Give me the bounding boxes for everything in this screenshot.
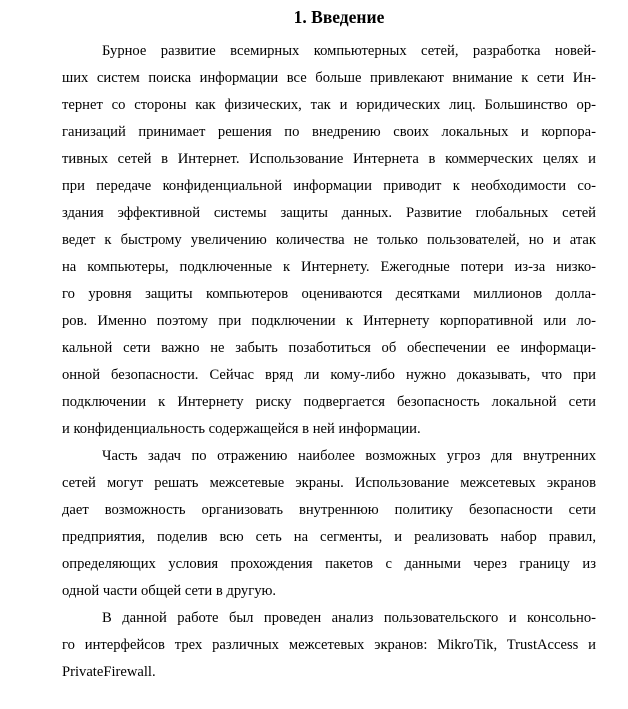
text-line: онной безопасности. Сейчас вряд ли кому-либо нужно доказывать, что при [62,367,596,383]
text-line: ведет к быстрому увеличению количества не только пользователей, но и атак [62,232,596,248]
text-line: определяющих условия прохождения пакетов с данными через границу из [62,556,596,572]
text-line: ров. Именно поэтому при подключении к Интернету корпоративной или ло- [62,313,596,329]
paragraph-firewalls [62,443,596,605]
text-line: В данной работе был проведен анализ пользовательского и консольно- [102,610,596,626]
text-line: сетей могут решать межсетевые экраны. Использование межсетевых экранов [62,475,596,491]
text-line: и конфиденциальность содержащейся в ней информации. [62,421,421,437]
document-page [62,0,596,686]
text-line: го уровня защиты компьютеров оцениваются десятками миллионов долла- [62,286,596,302]
text-line: тернет со стороны как физических, так и юридических лиц. Большинство ор- [62,97,596,113]
paragraph-analysis [62,605,596,686]
text-line: здания эффективной системы защиты данных. Развитие глобальных сетей [62,205,596,221]
text-line: кальной сети важно не забыть позаботиться об обеспечении ее информаци- [62,340,596,356]
section-heading: 1. Введение [293,7,385,27]
text-line: PrivateFirewall. [62,664,156,680]
text-line: ганизаций принимает решения по внедрению своих локальных и корпора- [62,124,596,140]
text-line: тивных сетей в Интернет. Использование Интернета в коммерческих целях и [62,151,596,167]
body-text [62,38,596,686]
text-line: дает возможность организовать внутреннюю политику безопасности сети [62,502,596,518]
text-line: ших систем поиска информации все больше привлекают внимание к сети Ин- [62,70,596,86]
text-line: предприятия, поделив всю сеть на сегменты, и реализовать набор правил, [62,529,596,545]
text-line: Бурное развитие всемирных компьютерных сетей, разработка новей- [102,43,596,59]
text-line: подключении к Интернету риску подвергается безопасность локальной сети [62,394,596,410]
text-line: Часть задач по отражению наиболее возможных угроз для внутренних [102,448,596,464]
text-line: одной части общей сети в другую. [62,583,277,599]
paragraph-introduction [62,38,596,443]
text-line: на компьютеры, подключенные к Интернету. Ежегодные потери из-за низко- [62,259,596,275]
text-line: го интерфейсов трех различных межсетевых экранов: MikroTik, TrustAccess и [62,637,596,653]
text-line: при передаче конфиденциальной информации приводит к необходимости со- [62,178,596,194]
